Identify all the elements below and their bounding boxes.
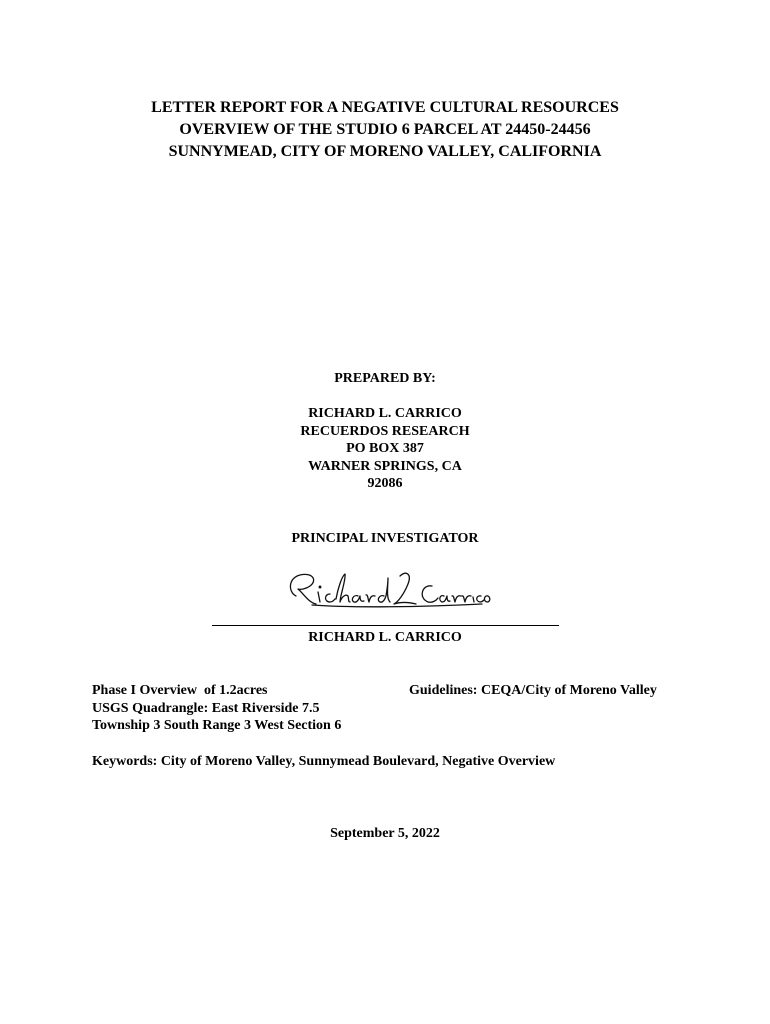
author-zip: 92086 xyxy=(367,476,403,491)
author-city-state: WARNER SPRINGS, CA xyxy=(308,458,462,474)
title-line-3: SUNNYMEAD, CITY OF MORENO VALLEY, CALIFORNIA xyxy=(168,143,602,160)
report-date xyxy=(0,825,770,843)
role-text: PRINCIPAL INVESTIGATOR xyxy=(291,531,479,546)
guidelines xyxy=(409,682,657,700)
project-details xyxy=(92,682,341,735)
keywords xyxy=(92,753,555,771)
signatory-name xyxy=(0,629,770,647)
signature-line xyxy=(212,625,559,626)
keywords-text: Keywords: City of Moreno Valley, Sunnymead Boulevard, Negative Overview xyxy=(92,754,556,769)
author-po-box: PO BOX 387 xyxy=(346,441,424,456)
author-name: RICHARD L. CARRICO xyxy=(308,406,462,421)
title-line-2: OVERVIEW OF THE STUDIO 6 PARCEL AT 24450-24456 xyxy=(179,121,591,138)
author-address-block xyxy=(0,405,770,493)
township-range-section: Township 3 South Range 3 West Section 6 xyxy=(92,718,342,733)
title-line-1: LETTER REPORT FOR A NEGATIVE CULTURAL RESOURCES xyxy=(151,99,619,116)
report-title xyxy=(0,97,770,163)
prepared-by-label xyxy=(0,370,770,388)
role-label xyxy=(0,530,770,548)
signatory-name-text: RICHARD L. CARRICO xyxy=(308,630,462,645)
report-date-text: September 5, 2022 xyxy=(330,826,440,841)
author-organization: RECUERDOS RESEARCH xyxy=(300,423,470,439)
usgs-quadrangle: USGS Quadrangle: East Riverside 7.5 xyxy=(92,700,320,716)
handwritten-signature xyxy=(282,566,492,612)
prepared-by-text: PREPARED BY: xyxy=(334,371,436,386)
phase-overview: Phase I Overview of 1.2acres xyxy=(92,683,268,698)
guidelines-text: Guidelines: CEQA/City of Moreno Valley xyxy=(409,683,657,698)
